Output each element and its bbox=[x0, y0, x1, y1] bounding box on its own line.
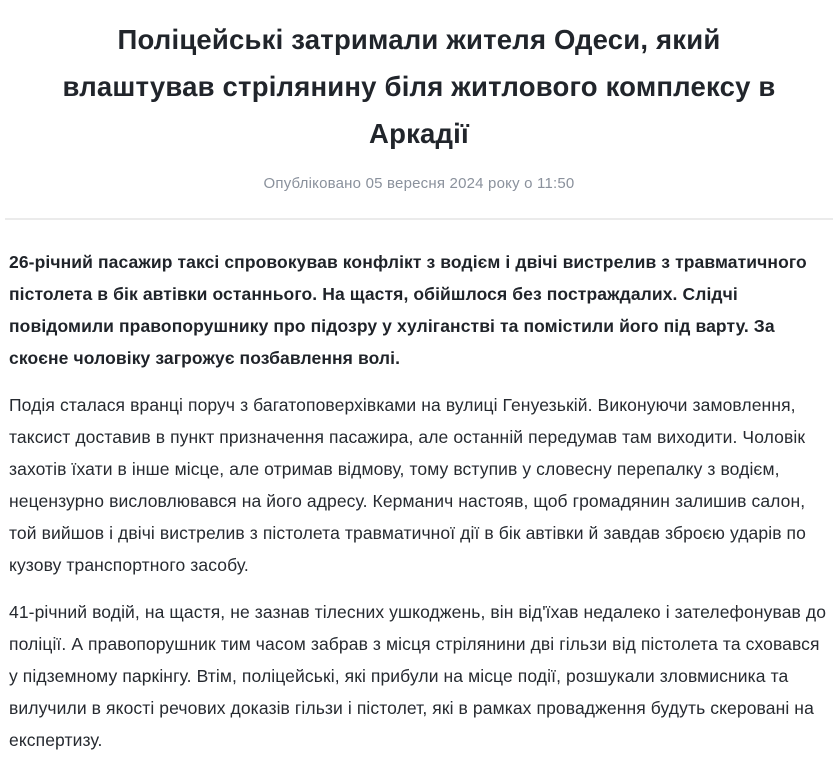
body-paragraph: Подія сталася вранці поруч з багатоповерхівками на вулиці Генуезькій. Виконуючи замовлення, таксист доставив в пункт призначення пасажира, але останній передумав там виходити. Чоловік захотів їхати в інше місце, але отримав відмову, тому вступив у словесну перепалку з водієм, нецензурно висловлювався на його адресу. Керманич настояв, щоб громадянин залишив салон, той вийшов і двічі вистрелив з пістолета травматичної дії в бік автівки й завдав зброєю ударів по кузову транспортного засобу. bbox=[9, 395, 806, 575]
body-paragraph: 41-річний водій, на щастя, не зазнав тілесних ушкоджень, він від'їхав недалеко і зателефонував до поліції. А правопорушник тим часом забрав з місця стрілянини дві гільзи від пістолета та сховався у підземному паркінгу. Втім, поліцейські, які прибули на місце події, розшукали зловмисника та вилучили в якості речових доказів гільзи і пістолет, які в рамках провадження будуть скеровані на експертизу. bbox=[9, 602, 827, 750]
lead-paragraph: 26-річний пасажир таксі спровокував конфлікт з водієм і двічі вистрелив з травматичного пістолета в бік автівки останнього. На щастя, обійшлося без постраждалих. Слідчі повідомили правопорушнику про підозру у хуліганстві та помістили його під варту. За скоєне чоловіку загрожує позбавлення волі. bbox=[9, 252, 807, 368]
article-body bbox=[0, 220, 838, 756]
article-title: Поліцейські затримали жителя Одеси, який влаштував стрілянину біля житлового комплексу в Аркадії bbox=[62, 24, 776, 149]
publish-date: Опубліковано 05 вересня 2024 року о 11:50 bbox=[263, 175, 575, 192]
